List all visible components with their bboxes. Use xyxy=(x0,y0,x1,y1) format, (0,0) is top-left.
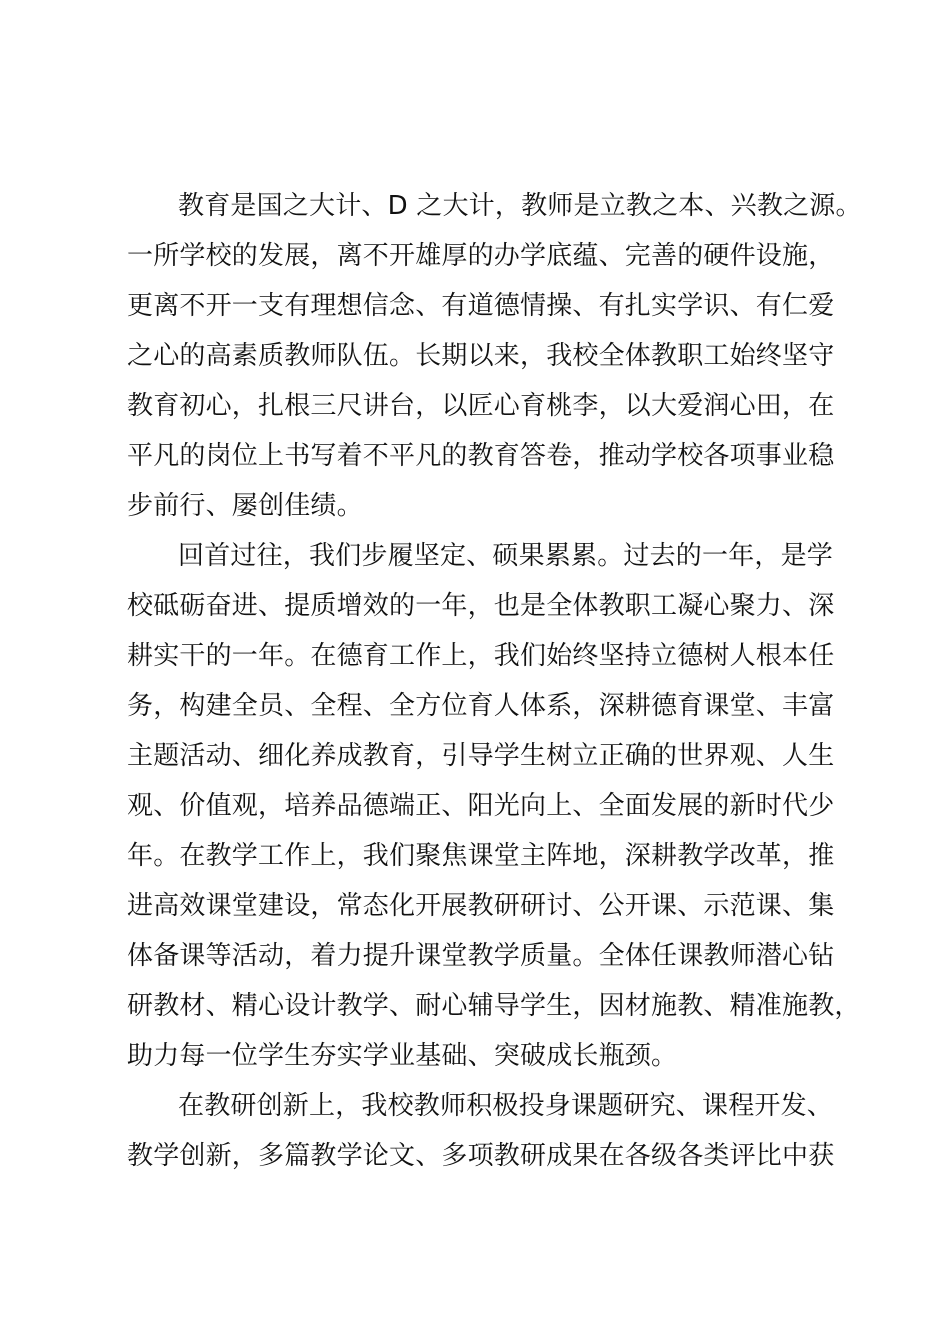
paragraph-2-line-5: 主题活动、细化养成教育，引导学生树立正确的世界观、人生 xyxy=(127,741,835,771)
paragraph-3-line-2: 教学创新，多篇教学论文、多项教研成果在各级各类评比中获 xyxy=(127,1141,835,1171)
paragraph-2-line-10: 研教材、精心设计教学、耐心辅导学生，因材施教、精准施教， xyxy=(127,991,861,1021)
paragraph-1-line-6: 平凡的岗位上书写着不平凡的教育答卷，推动学校各项事业稳 xyxy=(127,441,835,471)
paragraph-2-line-2: 校砥砺奋进、提质增效的一年，也是全体教职工凝心聚力、深 xyxy=(127,591,835,621)
paragraph-1-line-1: 教育是国之大计、D 之大计，教师是立教之本、兴教之源。 xyxy=(178,191,862,221)
paragraph-2-line-3: 耕实干的一年。在德育工作上，我们始终坚持立德树人根本任 xyxy=(127,641,835,671)
paragraph-1-line-2: 一所学校的发展，离不开雄厚的办学底蕴、完善的硬件设施， xyxy=(127,241,835,271)
paragraph-2-line-9: 体备课等活动，着力提升课堂教学质量。全体任课教师潜心钻 xyxy=(127,941,835,971)
paragraph-2-line-7: 年。在教学工作上，我们聚焦课堂主阵地，深耕教学改革，推 xyxy=(127,841,835,871)
paragraph-3-line-1: 在教研创新上，我校教师积极投身课题研究、课程开发、 xyxy=(178,1091,834,1121)
paragraph-1-line-4: 之心的高素质教师队伍。长期以来，我校全体教职工始终坚守 xyxy=(127,341,835,371)
paragraph-1-line-5: 教育初心，扎根三尺讲台，以匠心育桃李，以大爱润心田，在 xyxy=(127,391,835,421)
paragraph-2-line-4: 务，构建全员、全程、全方位育人体系，深耕德育课堂、丰富 xyxy=(127,691,835,721)
paragraph-2-line-6: 观、价值观，培养品德端正、阳光向上、全面发展的新时代少 xyxy=(127,791,835,821)
paragraph-2-line-1: 回首过往，我们步履坚定、硕果累累。过去的一年，是学 xyxy=(178,541,834,571)
paragraph-1-line-7: 步前行、屡创佳绩。 xyxy=(127,491,363,521)
paragraph-2-line-8: 进高效课堂建设，常态化开展教研研讨、公开课、示范课、集 xyxy=(127,891,835,921)
paragraph-1-line-3: 更离不开一支有理想信念、有道德情操、有扎实学识、有仁爱 xyxy=(127,291,835,321)
paragraph-2-line-11: 助力每一位学生夯实学业基础、突破成长瓶颈。 xyxy=(127,1041,678,1071)
